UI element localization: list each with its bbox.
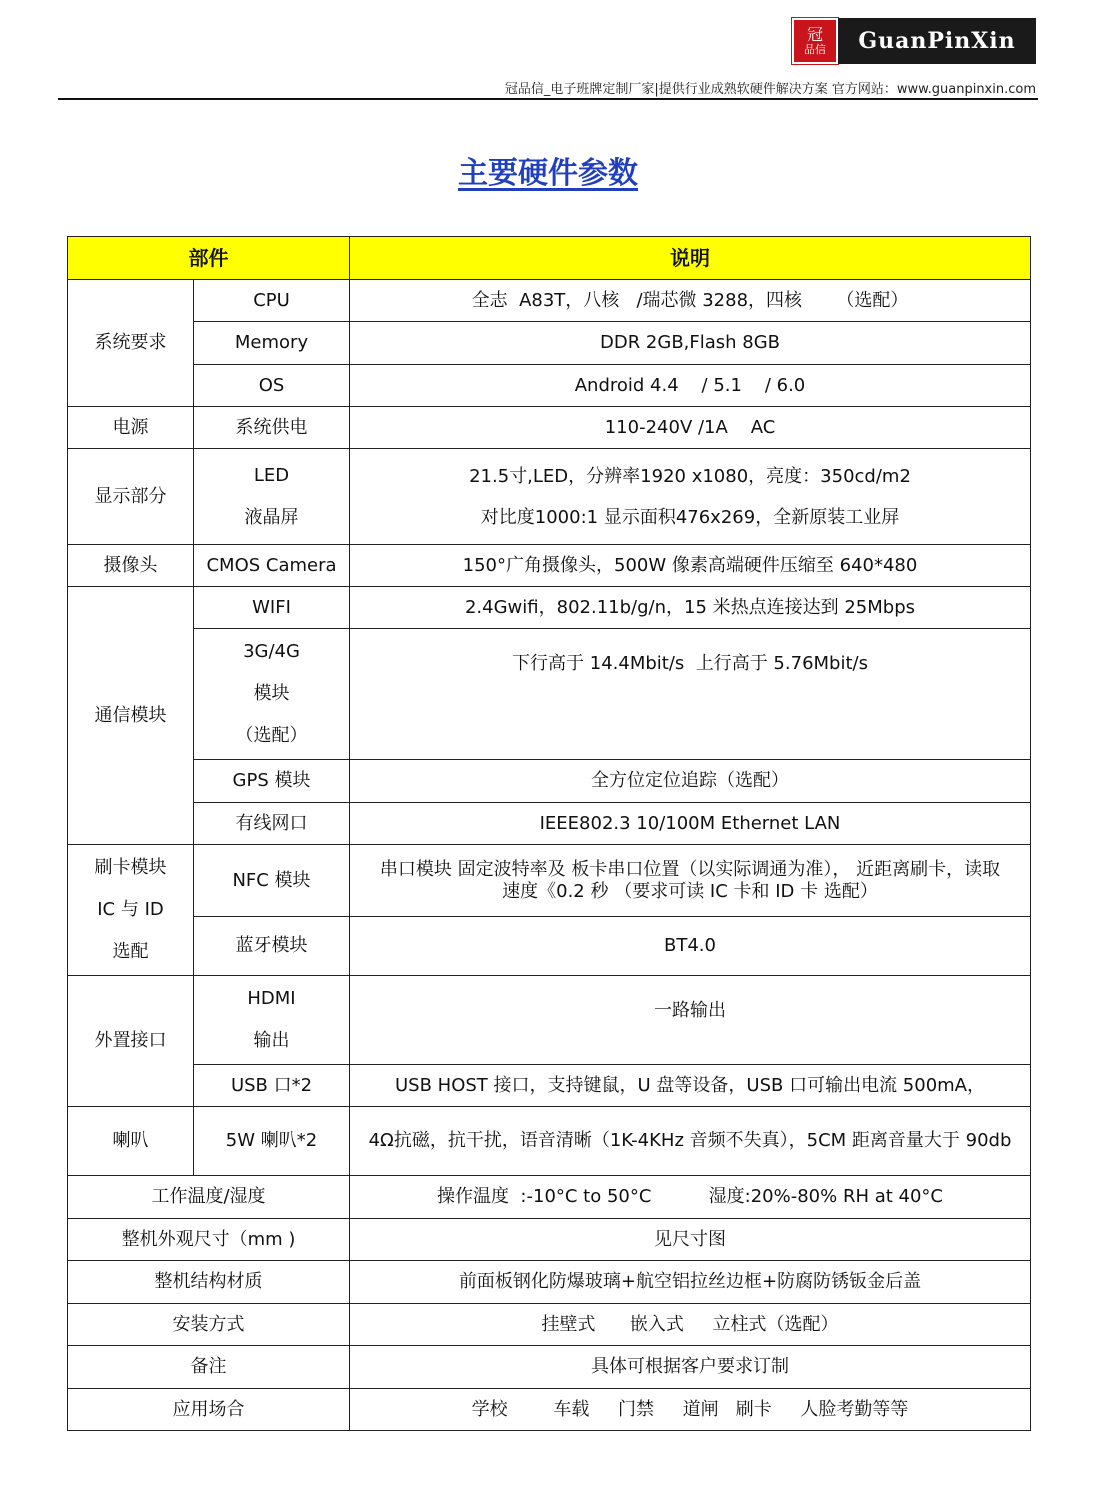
- group-speaker: 喇叭: [68, 1107, 194, 1176]
- desc-notes: 具体可根据客户要求订制: [350, 1346, 1031, 1389]
- group-system-requirements: 系统要求: [68, 280, 194, 407]
- group-power: 电源: [68, 407, 194, 449]
- desc-usb: USB HOST 接口，支持键鼠，U 盘等设备，USB 口可输出电流 500mA，: [350, 1065, 1031, 1107]
- group-card-line-3: 选配: [112, 941, 149, 962]
- item-material: 整机结构材质: [68, 1261, 350, 1304]
- desc-hdmi: 一路输出: [350, 976, 1031, 1065]
- logo-wordmark: GuanPinXin: [838, 18, 1036, 64]
- table-row: [68, 629, 1031, 760]
- desc-material: 前面板钢化防爆玻璃+航空铝拉丝边框+防腐防锈钣金后盖: [350, 1261, 1031, 1304]
- item-memory: Memory: [194, 322, 350, 365]
- table-row: [68, 1176, 1031, 1219]
- company-logo: [792, 18, 1036, 64]
- item-gps: GPS 模块: [194, 760, 350, 803]
- item-os: OS: [194, 365, 350, 407]
- item-installation: 安装方式: [68, 1304, 350, 1346]
- group-display: 显示部分: [68, 449, 194, 545]
- item-hdmi-line-2: 输出: [253, 1030, 290, 1051]
- group-camera: 摄像头: [68, 545, 194, 587]
- group-card-line-2: IC 与 ID: [97, 899, 164, 920]
- table-header-row: [68, 237, 1031, 280]
- desc-temperature-humidity: 操作温度 :-10°C to 50°C 湿度:20%-80% RH at 40°C: [350, 1176, 1031, 1219]
- item-dimensions: 整机外观尺寸（mm ): [68, 1219, 350, 1261]
- table-row: [68, 449, 1031, 545]
- desc-display: [350, 449, 1031, 545]
- desc-memory: DDR 2GB,Flash 8GB: [350, 322, 1031, 365]
- table-row: [68, 365, 1031, 407]
- table-row: [68, 280, 1031, 322]
- header-divider: [58, 98, 1038, 100]
- desc-gps: 全方位定位追踪（选配）: [350, 760, 1031, 803]
- group-card-reader: [68, 845, 194, 976]
- table-row: [68, 976, 1031, 1065]
- item-hdmi: [194, 976, 350, 1065]
- table-row: [68, 760, 1031, 803]
- table-row: [68, 803, 1031, 845]
- table-row: [68, 1261, 1031, 1304]
- logo-seal-char: 冠: [806, 25, 823, 44]
- desc-wifi: 2.4Gwifi，802.11b/g/n，15 米热点连接达到 25Mbps: [350, 587, 1031, 629]
- table-row: [68, 1065, 1031, 1107]
- item-led-label: LED: [253, 464, 290, 486]
- item-wifi: WIFI: [194, 587, 350, 629]
- group-card-line-1: 刷卡模块: [94, 857, 167, 878]
- desc-nfc: 串口模块 固定波特率及 板卡串口位置（以实际调通为准）， 近距离刷卡，读取速度《0.2 秒 （要求可读 IC 卡和 ID 卡 选配）: [350, 845, 1031, 917]
- desc-lan: IEEE802.3 10/100M Ethernet LAN: [350, 803, 1031, 845]
- table-row: [68, 587, 1031, 629]
- desc-display-line-2: 对比度1000:1 显示面积476x269，全新原装工业屏: [480, 506, 900, 528]
- table-row: [68, 1389, 1031, 1431]
- table-row: [68, 1304, 1031, 1346]
- table-row: [68, 1346, 1031, 1389]
- item-cpu: CPU: [194, 280, 350, 322]
- item-lcd: [194, 449, 350, 545]
- table-row: [68, 1107, 1031, 1176]
- item-bluetooth: 蓝牙模块: [194, 917, 350, 976]
- desc-camera: 150°广角摄像头，500W 像素高端硬件压缩至 640*480: [350, 545, 1031, 587]
- item-cmos-camera: CMOS Camera: [194, 545, 350, 587]
- item-usb: USB 口*2: [194, 1065, 350, 1107]
- item-lcd-label: 液晶屏: [244, 506, 299, 528]
- item-temperature-humidity: 工作温度/湿度: [68, 1176, 350, 1219]
- item-3g4g-line-3: （选配）: [235, 725, 308, 746]
- item-lan: 有线网口: [194, 803, 350, 845]
- item-3g4g-line-1: 3G/4G: [243, 641, 300, 662]
- group-external-ports: 外置接口: [68, 976, 194, 1107]
- logo-seal: [792, 18, 838, 64]
- logo-seal-chars: 品信: [804, 43, 826, 56]
- desc-installation: 挂壁式 嵌入式 立柱式（选配）: [350, 1304, 1031, 1346]
- desc-bluetooth: BT4.0: [350, 917, 1031, 976]
- desc-3g4g: 下行高于 14.4Mbit/s 上行高于 5.76Mbit/s: [350, 629, 1031, 760]
- desc-display-line-1: 21.5寸,LED，分辨率1920 x1080，亮度：350cd/m2: [469, 465, 911, 487]
- item-hdmi-line-1: HDMI: [247, 988, 296, 1009]
- table-row: [68, 322, 1031, 365]
- table-row: [68, 407, 1031, 449]
- item-applications: 应用场合: [68, 1389, 350, 1431]
- desc-cpu: 全志 A83T，八核 /瑞芯微 3288，四核 （选配）: [350, 280, 1031, 322]
- desc-os: Android 4.4 / 5.1 / 6.0: [350, 365, 1031, 407]
- desc-speaker: 4Ω抗磁，抗干扰，语音清晰（1K-4KHz 音频不失真），5CM 距离音量大于 90db: [350, 1107, 1031, 1176]
- item-3g4g: [194, 629, 350, 760]
- item-power-supply: 系统供电: [194, 407, 350, 449]
- page-title: 主要硬件参数: [458, 156, 638, 191]
- group-communication: 通信模块: [68, 587, 194, 845]
- item-3g4g-line-2: 模块: [253, 683, 290, 704]
- header-tagline: 冠品信_电子班牌定制厂家|提供行业成熟软硬件解决方案 官方网站：www.guanpinxin.com: [504, 82, 1036, 97]
- desc-applications: 学校 车载 门禁 道闸 刷卡 人脸考勤等等: [350, 1389, 1031, 1431]
- header-part: 部件: [68, 237, 350, 280]
- table-row: [68, 917, 1031, 976]
- spec-table: [67, 236, 1031, 1431]
- table-row: [68, 845, 1031, 917]
- item-nfc: NFC 模块: [194, 845, 350, 917]
- desc-dimensions: 见尺寸图: [350, 1219, 1031, 1261]
- desc-power: 110-240V /1A AC: [350, 407, 1031, 449]
- table-row: [68, 545, 1031, 587]
- header-description: 说明: [350, 237, 1031, 280]
- item-notes: 备注: [68, 1346, 350, 1389]
- item-speaker: 5W 喇叭*2: [194, 1107, 350, 1176]
- table-row: [68, 1219, 1031, 1261]
